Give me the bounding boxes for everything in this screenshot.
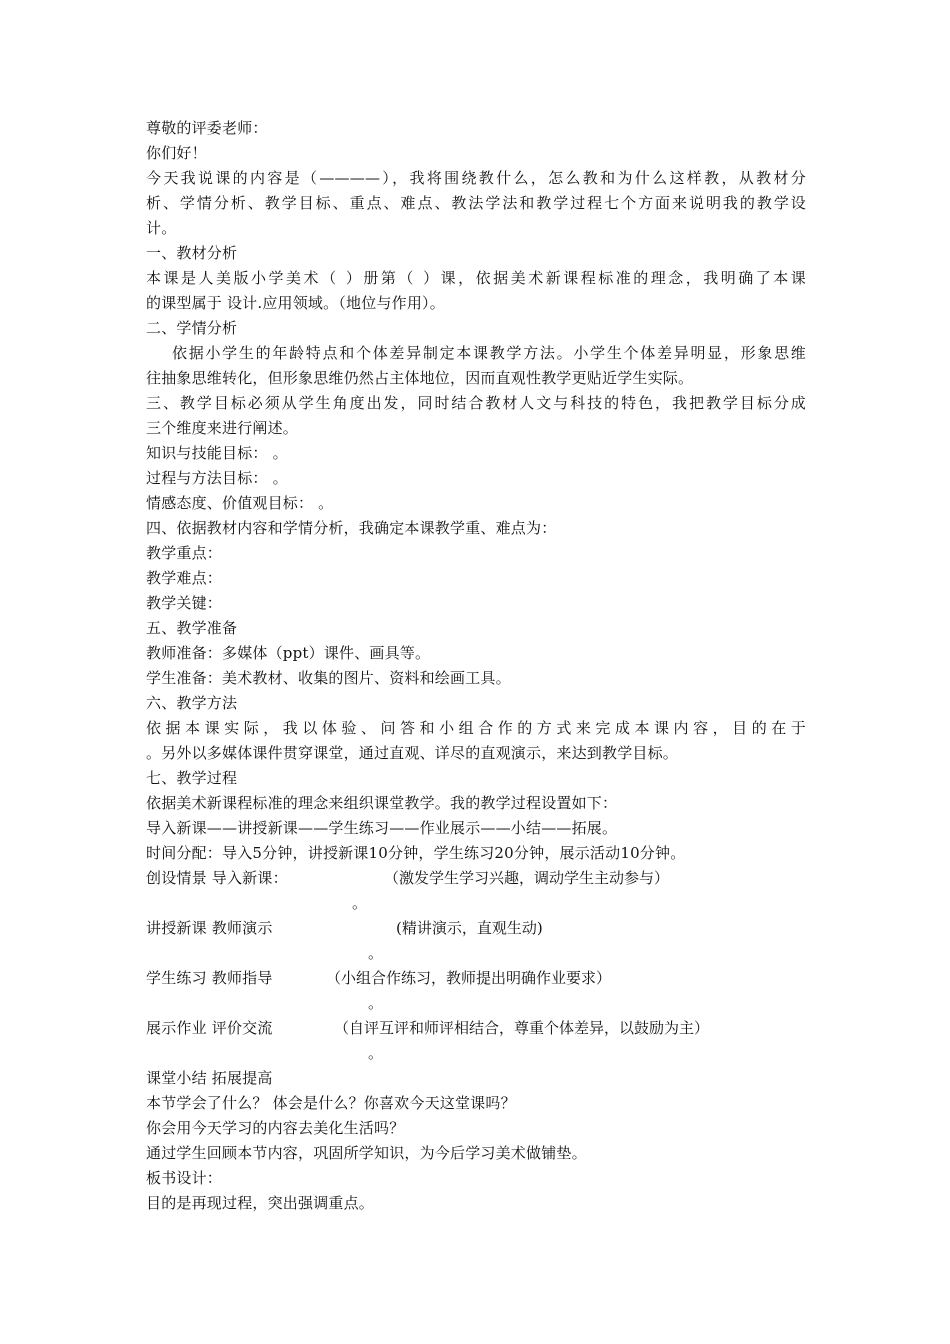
step-3-note: （小组合作练习，教师提出明确作业要求）: [326, 969, 612, 987]
question-2: 你会用今天学习的内容去美化生活吗？: [146, 1119, 405, 1137]
step-3-dot: 。: [368, 994, 384, 1012]
greeting: 尊敬的评委老师：: [146, 119, 268, 137]
intro-line-3: 计。: [146, 219, 177, 237]
section-7-flow: 导入新课——讲授新课——学生练习——作业展示——小结——拓展。: [146, 819, 618, 837]
question-1: 本节学会了什么？ 体会是什么？你喜欢今天这堂课吗？: [146, 1094, 516, 1112]
step-3-label: 学生练习 教师指导: [146, 969, 273, 987]
prep-student: 学生准备：美术教材、收集的图片、资料和绘画工具。: [146, 669, 511, 687]
section-1-para-line-1: 本课是人美版小学美术（ ）册第（ ）课，依据美术新课程标准的理念，我明确了本课: [146, 269, 806, 287]
section-1-para-line-2: 的课型属于 设计.应用领域。（地位与作用）。: [146, 294, 445, 312]
intro-line-2: 析、学情分析、教学目标、重点、难点、教法学法和教学过程七个方面来说明我的教学设: [146, 194, 806, 212]
step-4-note: （自评互评和师评相结合，尊重个体差异，以鼓励为主）: [334, 1019, 710, 1037]
prep-teacher: 教师准备：多媒体（ppt）课件、画具等。: [146, 644, 431, 662]
step-1-dot: 。: [352, 894, 368, 912]
summary: 通过学生回顾本节内容，巩固所学知识，为今后学习美术做铺垫。: [146, 1144, 587, 1162]
section-2-para-line-1: 依据小学生的年龄特点和个体差异制定本课教学方法。小学生个体差异明显，形象思维: [172, 344, 806, 362]
crucial-point: 教学关键：: [146, 594, 223, 612]
goal-knowledge: 知识与技能目标： 。: [146, 444, 288, 462]
section-1-title: 一、教材分析: [146, 244, 238, 262]
goal-process: 过程与方法目标： 。: [146, 469, 288, 487]
hello: 你们好！: [146, 144, 207, 162]
section-2-para-line-2: 往抽象思维转化，但形象思维仍然占主体地位，因而直观性教学更贴近学生实际。: [146, 369, 694, 387]
section-7-title: 七、教学过程: [146, 769, 238, 787]
step-2-dot: 。: [368, 944, 384, 962]
key-point: 教学重点：: [146, 544, 223, 562]
section-6-para-line-2: 。另外以多媒体课件贯穿课堂，通过直观、详尽的直观演示，来达到教学目标。: [146, 744, 679, 762]
board-purpose: 目的是再现过程，突出强调重点。: [146, 1194, 375, 1212]
difficult-point: 教学难点：: [146, 569, 223, 587]
step-2-note: (精讲演示，直观生动): [396, 919, 543, 937]
section-2-title: 二、学情分析: [146, 319, 238, 337]
section-3-line-1: 三、教学目标必须从学生角度出发，同时结合教材人文与科技的特色，我把教学目标分成: [146, 394, 806, 412]
board-title: 板书设计：: [146, 1169, 223, 1187]
section-3-line-2: 三个维度来进行阐述。: [146, 419, 299, 437]
section-5-title: 五、教学准备: [146, 619, 238, 637]
section-7-intro: 依据美术新课程标准的理念来组织课堂教学。我的教学过程设置如下：: [146, 794, 618, 812]
goal-emotion: 情感态度、价值观目标： 。: [146, 494, 334, 512]
section-4-title: 四、依据教材内容和学情分析，我确定本课教学重、难点为：: [146, 519, 557, 537]
step-4-label: 展示作业 评价交流: [146, 1019, 273, 1037]
step-2-label: 讲授新课 教师演示: [146, 919, 273, 937]
step-1-note: （激发学生学习兴趣，调动学生主动参与）: [384, 869, 670, 887]
section-6-para-line-1: 依据本课实际，我以体验、问答和小组合作的方式来完成本课内容，目的在于: [146, 719, 806, 737]
intro-line-1: 今天我说课的内容是（————），我将围绕教什么，怎么教和为什么这样教，从教材分: [146, 169, 806, 187]
step-1-label: 创设情景 导入新课：: [146, 869, 288, 887]
section-7-time: 时间分配：导入5分钟，讲授新课10分钟，学生练习20分钟，展示活动10分钟。: [146, 844, 686, 862]
step-5-label: 课堂小结 拓展提高: [146, 1069, 273, 1087]
section-6-title: 六、教学方法: [146, 694, 238, 712]
step-4-dot: 。: [368, 1044, 384, 1062]
